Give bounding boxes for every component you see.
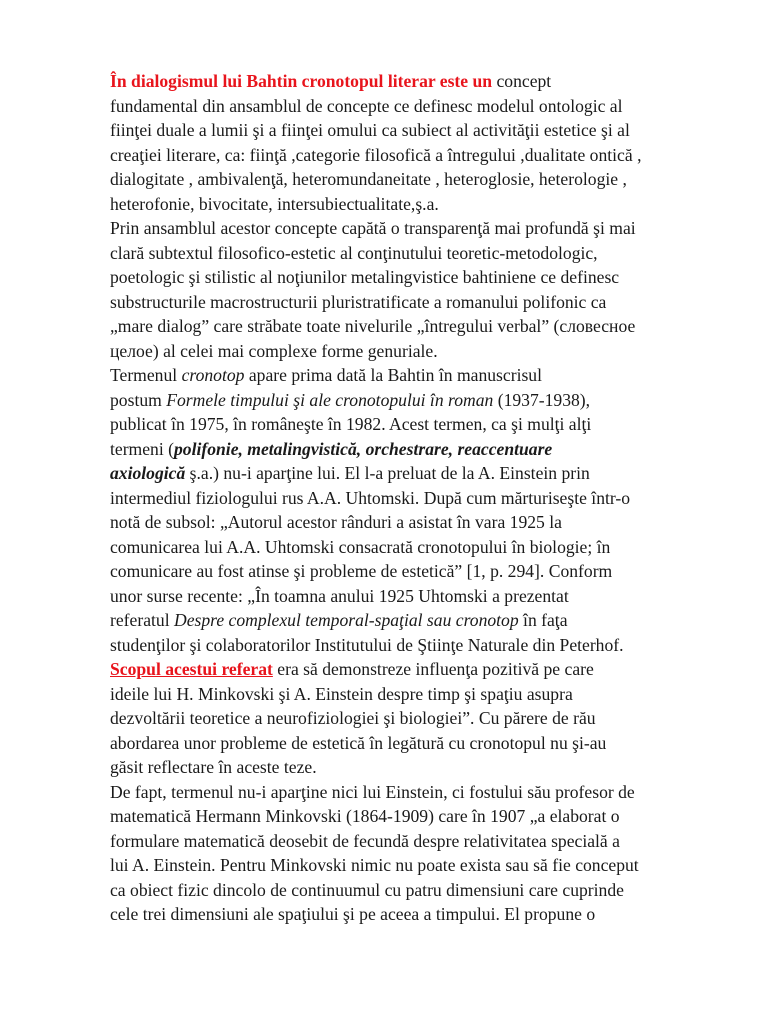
text-segment: studenţilor şi colaboratorilor Institutului de Ştiinţe Naturale din Peterhof. — [110, 634, 624, 655]
text-segment: fiinţei duale a lumii şi a fiinţei omului ca subiect al activităţii estetice şi al — [110, 120, 630, 140]
text-line — [110, 314, 730, 339]
text-line — [110, 682, 730, 707]
text-segment: referatul — [110, 610, 174, 630]
document-page — [110, 69, 730, 927]
text-segment: ca obiect fizic dincolo de continuumul cu patru dimensiuni care cuprinde — [110, 879, 624, 900]
text-line — [110, 535, 730, 560]
text-line — [110, 584, 730, 609]
text-segment: Termenul — [110, 365, 182, 385]
text-line — [110, 143, 730, 168]
text-segment: „mare dialog” care străbate toate nivelurile „întregului verbal” (словесное — [110, 316, 636, 336]
text-segment: substructurile macrostructurii pluristratificate a romanului polifonic ca — [110, 291, 607, 312]
text-segment: unor surse recente: „În toamna anului 1925 Uhtomski a prezentat — [110, 585, 569, 606]
underlined-link-text[interactable]: Scopul acestui referat — [110, 659, 273, 679]
text-line — [110, 388, 730, 413]
text-segment: dezvoltării teoretice a neurofiziologiei şi biologiei”. Cu părere de rău — [110, 708, 596, 728]
text-segment: clară subtextul filosofico-estetic al conţinutului teoretic-metodologic, — [110, 242, 598, 263]
text-segment: cronotop — [181, 365, 245, 385]
text-line — [110, 363, 730, 388]
text-line — [110, 486, 730, 511]
text-segment: ideile lui H. Minkovski şi A. Einstein despre timp şi spaţiu asupra — [110, 683, 573, 704]
text-segment: целое) al celei mai complexe forme genuriale. — [110, 340, 438, 361]
text-segment: Formele timpului şi ale cronotopului în roman — [166, 389, 494, 410]
text-segment: abordarea unor probleme de estetică în legătură cu cronotopul nu şi-au — [110, 732, 607, 753]
text-line — [110, 608, 730, 633]
text-line — [110, 853, 730, 878]
text-line — [110, 118, 730, 143]
text-segment: lui A. Einstein. Pentru Minkovski nimic nu poate exista sau să fie conceput — [110, 855, 639, 875]
text-segment: poetologic şi stilistic al noţiunilor metalingvistice bahtiniene ce definesc — [110, 267, 620, 287]
text-line — [110, 902, 730, 927]
text-line — [110, 804, 730, 829]
text-line — [110, 412, 730, 437]
text-line — [110, 167, 730, 192]
text-line — [110, 290, 730, 315]
text-line — [110, 755, 730, 780]
text-segment: găsit reflectare în aceste teze. — [110, 757, 317, 777]
text-segment: termeni ( — [110, 438, 174, 459]
text-line — [110, 461, 730, 486]
text-segment: De fapt, termenul nu-i aparţine nici lui Einstein, ci fostului său profesor de — [110, 781, 635, 802]
text-line — [110, 878, 730, 903]
text-segment: În dialogismul lui Bahtin cronotopul literar este un — [110, 71, 493, 91]
text-segment: concept — [492, 71, 552, 91]
text-line — [110, 706, 730, 731]
text-segment: (1937-1938), — [493, 389, 591, 410]
text-line — [110, 339, 730, 364]
text-line — [110, 559, 730, 584]
text-segment: formulare matematică deosebit de fecundă despre relativitatea specială a — [110, 830, 620, 851]
text-line — [110, 633, 730, 658]
text-line — [110, 216, 730, 241]
text-segment: polifonie, metalingvistică, orchestrare, reaccentuare — [174, 438, 553, 459]
text-line — [110, 265, 730, 290]
text-line — [110, 192, 730, 217]
text-segment: era să demonstreze influenţa pozitivă pe care — [272, 659, 594, 679]
text-line — [110, 657, 730, 682]
text-line — [110, 437, 730, 462]
text-segment: postum — [110, 389, 167, 410]
text-line — [110, 94, 730, 119]
text-line — [110, 510, 730, 535]
text-segment: comunicare au fost atinse şi probleme de estetică” [1, p. 294]. Conform — [110, 561, 613, 581]
text-segment: creaţiei literare, ca: fiinţă ,categorie filosofică a întregului ,dualitate ontică , — [110, 144, 642, 165]
text-segment: fundamental din ansamblul de concepte ce definesc modelul ontologic al — [110, 95, 623, 116]
text-line — [110, 241, 730, 266]
text-segment: în faţa — [518, 610, 568, 630]
text-segment: ş.a.) nu-i aparţine lui. El l-a preluat de la A. Einstein prin — [185, 463, 590, 483]
text-line — [110, 69, 730, 94]
text-segment: axiologică — [110, 463, 186, 483]
text-segment: matematică Hermann Minkovski (1864-1909) care în 1907 „a elaborat o — [110, 806, 620, 826]
text-segment: dialogitate , ambivalenţă, heteromundaneitate , heteroglosie, heterologie , — [110, 169, 627, 189]
text-segment: cele trei dimensiuni ale spaţiului şi pe aceea a timpului. El propune o — [110, 904, 596, 924]
text-line — [110, 731, 730, 756]
text-segment: apare prima dată la Bahtin în manuscrisul — [244, 365, 542, 385]
text-line — [110, 780, 730, 805]
text-segment: intermediul fiziologului rus A.A. Uhtomski. După cum mărturiseşte într-o — [110, 487, 631, 508]
text-segment: heterofonie, bivocitate, intersubiectualitate,ş.a. — [110, 193, 439, 214]
text-segment: comunicarea lui A.A. Uhtomski consacrată cronotopului în biologie; în — [110, 536, 611, 557]
text-segment: Prin ansamblul acestor concepte capătă o transparenţă mai profundă şi mai — [110, 218, 636, 238]
text-segment: notă de subsol: „Autorul acestor rânduri a asistat în vara 1925 la — [110, 512, 562, 532]
text-segment: publicat în 1975, în româneşte în 1982. Acest termen, ca şi mulţi alţi — [110, 414, 592, 434]
text-segment: Despre complexul temporal-spaţial sau cronotop — [173, 610, 519, 630]
text-line — [110, 829, 730, 854]
